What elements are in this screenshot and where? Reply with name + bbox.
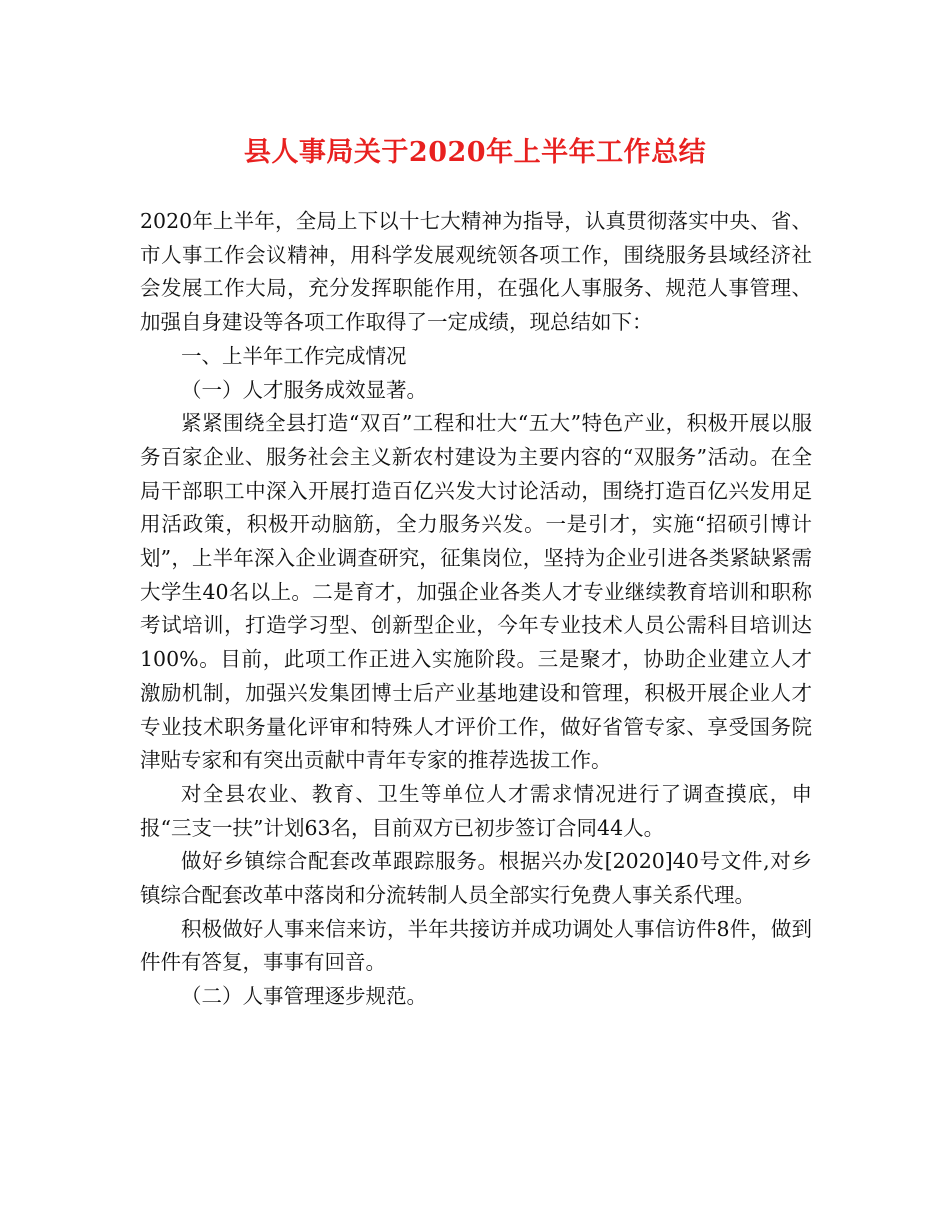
subsection-heading-1: （一）人才服务成效显著。	[181, 377, 427, 402]
paragraph-talent-service: 紧紧围绕全县打造“双百”工程和壮大“五大”特色产业，积极开展以服务百家企业、服务社会主义新农村建设为主要内容的“双服务”活动。在全局干部职工中深入开展打造百亿兴发大讨论活动，围绕打造百亿兴发用足用活政策，积极开动脑筋，全力服务兴发。一是引才，实施“招硕引博计划”，上半年深入企业调查研究，征集岗位，坚持为企业引进各类紧缺紧需大学生40名以上。二是育才，加强企业各类人才专业继续教育培训和职称考试培训，打造学习型、创新型企业，今年专业技术人员公需科目培训达100%。目前，此项工作正进入实施阶段。三是聚才，协助企业建立人才激励机制，加强兴发集团博士后产业基地建设和管理，积极开展企业人才专业技术职务量化评审和特殊人才评价工作，做好省管专家、享受国务院津贴专家和有突出贡献中青年专家的推荐选拔工作。	[140, 411, 812, 773]
paragraph-petitions: 积极做好人事来信来访，半年共接访并成功调处人事信访件8件，做到件件有答复，事事有回音。	[140, 916, 812, 975]
paragraph-intro: 2020年上半年，全局上下以十七大精神为指导，认真贯彻落实中央、省、市人事工作会议精神，用科学发展观统领各项工作，围绕服务县域经济社会发展工作大局，充分发挥职能作用，在强化人事服务、规范人事管理、加强自身建设等各项工作取得了一定成绩，现总结如下：	[140, 209, 812, 335]
document-body	[140, 205, 812, 1014]
paragraph-township-reform: 做好乡镇综合配套改革跟踪服务。根据兴办发[2020]40号文件,对乡镇综合配套改革中落岗和分流转制人员全部实行免费人事关系代理。	[140, 849, 812, 908]
subsection-heading-2: （二）人事管理逐步规范。	[181, 984, 427, 1009]
section-heading-1: 一、上半年工作完成情况	[181, 343, 407, 368]
document-title: 县人事局关于2020年上半年工作总结	[243, 137, 707, 168]
paragraph-talent-survey: 对全县农业、教育、卫生等单位人才需求情况进行了调查摸底，申报“三支一扶”计划63名，目前双方已初步签订合同44人。	[140, 781, 812, 840]
